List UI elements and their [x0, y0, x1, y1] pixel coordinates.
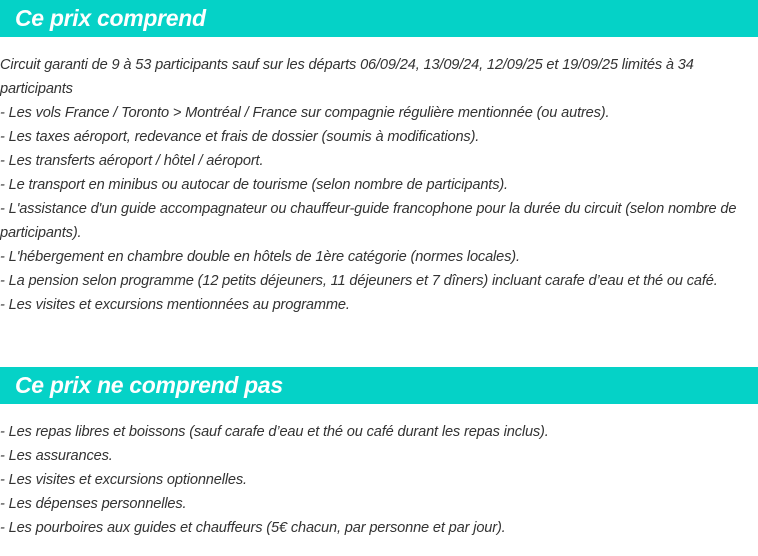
excluded-section-body: [0, 420, 752, 540]
included-item: - Les vols France / Toronto > Montréal / France sur compagnie régulière mentionnée (ou autres).: [0, 105, 610, 121]
included-section-header: [0, 0, 758, 37]
excluded-section-title: Ce prix ne comprend pas: [15, 372, 283, 398]
included-item: - Le transport en minibus ou autocar de tourisme (selon nombre de participants).: [0, 177, 508, 193]
excluded-item: - Les pourboires aux guides et chauffeurs (5€ chacun, par personne et par jour).: [0, 520, 506, 536]
excluded-item: - Les visites et excursions optionnelles.: [0, 472, 247, 488]
included-intro: Circuit garanti de 9 à 53 participants sauf sur les départs 06/09/24, 13/09/24, 12/09/25 et 19/09/25 limités à 34 participants: [0, 57, 694, 97]
excluded-item: - Les dépenses personnelles.: [0, 496, 187, 512]
included-item: - Les visites et excursions mentionnées au programme.: [0, 297, 350, 313]
included-section-body: [0, 53, 752, 317]
included-item: - L'hébergement en chambre double en hôtels de 1ère catégorie (normes locales).: [0, 249, 520, 265]
included-item: - Les transferts aéroport / hôtel / aéroport.: [0, 153, 264, 169]
included-item: - L'assistance d'un guide accompagnateur ou chauffeur-guide francophone pour la durée du circuit (selon nombre de participants).: [0, 201, 737, 241]
excluded-item: - Les repas libres et boissons (sauf carafe d’eau et thé ou café durant les repas inclus).: [0, 424, 549, 440]
included-item: - La pension selon programme (12 petits déjeuners, 11 déjeuners et 7 dîners) incluant carafe d’eau et thé ou café.: [0, 273, 718, 289]
excluded-section-header: [0, 367, 758, 404]
included-item: - Les taxes aéroport, redevance et frais de dossier (soumis à modifications).: [0, 129, 480, 145]
excluded-item: - Les assurances.: [0, 448, 113, 464]
included-section-title: Ce prix comprend: [15, 5, 206, 31]
